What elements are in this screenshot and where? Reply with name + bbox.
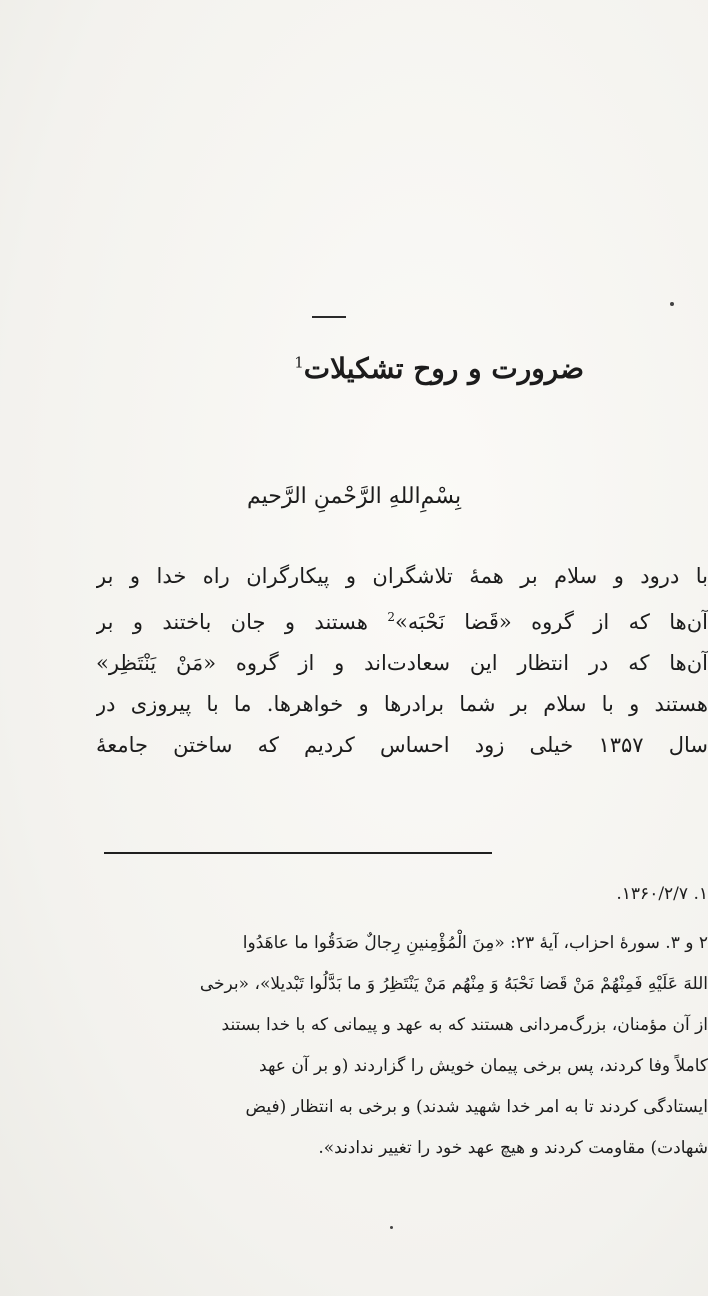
ink-speck	[390, 1226, 393, 1229]
body-line-2-end: هستند و جان باختند و بر	[96, 610, 368, 634]
footnote-2-line-5: ایستادگی کردند تا به امر خدا شهید شدند) و برخی به انتظار (فیض	[245, 1097, 708, 1117]
ink-speck	[670, 302, 674, 306]
footnote-2-line-6: شهادت) مقاومت کردند و هیچ عهد خود را تغییر ندادند».	[318, 1138, 708, 1158]
title-text: ضرورت و روح تشکیلات	[303, 352, 584, 385]
body-line-4: هستند و با سلام بر شما برادرها و خواهرها. ما با پیروزی در	[96, 692, 708, 716]
body-line-5: سال ۱۳۵۷ خیلی زود احساس کردیم که ساختن جامعهٔ	[96, 733, 708, 757]
footnote-separator	[104, 852, 492, 854]
body-line-2	[96, 597, 708, 643]
body-paragraph	[96, 556, 708, 766]
footnote-2-line-3: از آن مؤمنان، بزرگ‌مردانی هستند که به عهد و پیمانی که با خدا بستند	[221, 1015, 708, 1035]
page-title	[294, 352, 584, 385]
header-dash	[312, 316, 346, 318]
footnote-2-line-1: ۲ و ۳. سورهٔ احزاب، آیهٔ ۲۳: «مِنَ الْمُؤْمِنینِ رِجالٌ صَدَقُوا ما عاهَدُوا	[242, 933, 708, 953]
body-line-1: با درود و سلام بر همهٔ تلاشگران و پیکارگران راه خدا و بر	[96, 564, 708, 588]
body-line-3: آن‌ها که در انتظار این سعادت‌اند و از گروه «مَنْ یَنْتَظِر»	[96, 651, 708, 675]
footnote-1: ۱. ۱۳۶۰/۲/۷.	[616, 884, 708, 904]
body-line-2-start: آن‌ها که از گروه «قَضا نَحْبَه»	[394, 610, 708, 634]
footnotes	[108, 874, 708, 1169]
title-footnote-mark: 1	[294, 353, 304, 372]
basmala: بِسْمِ‌اللهِ الرَّحْمنِ الرَّحیم	[246, 484, 462, 509]
footnote-2-line-4: کاملاً وفا کردند، پس برخی پیمان خویش را گزاردند (و بر آن عهد	[259, 1056, 708, 1076]
footnote-2-line-2: اللهَ عَلَیْهِ فَمِنْهُمْ مَنْ قَضا نَحْبَهُ وَ مِنْهُم مَنْ یَنْتَظِرُ وَ ما بَدَّلُوا تَبْدیلا»، «برخی	[199, 974, 708, 994]
body-footnote-mark: 2	[387, 610, 395, 624]
